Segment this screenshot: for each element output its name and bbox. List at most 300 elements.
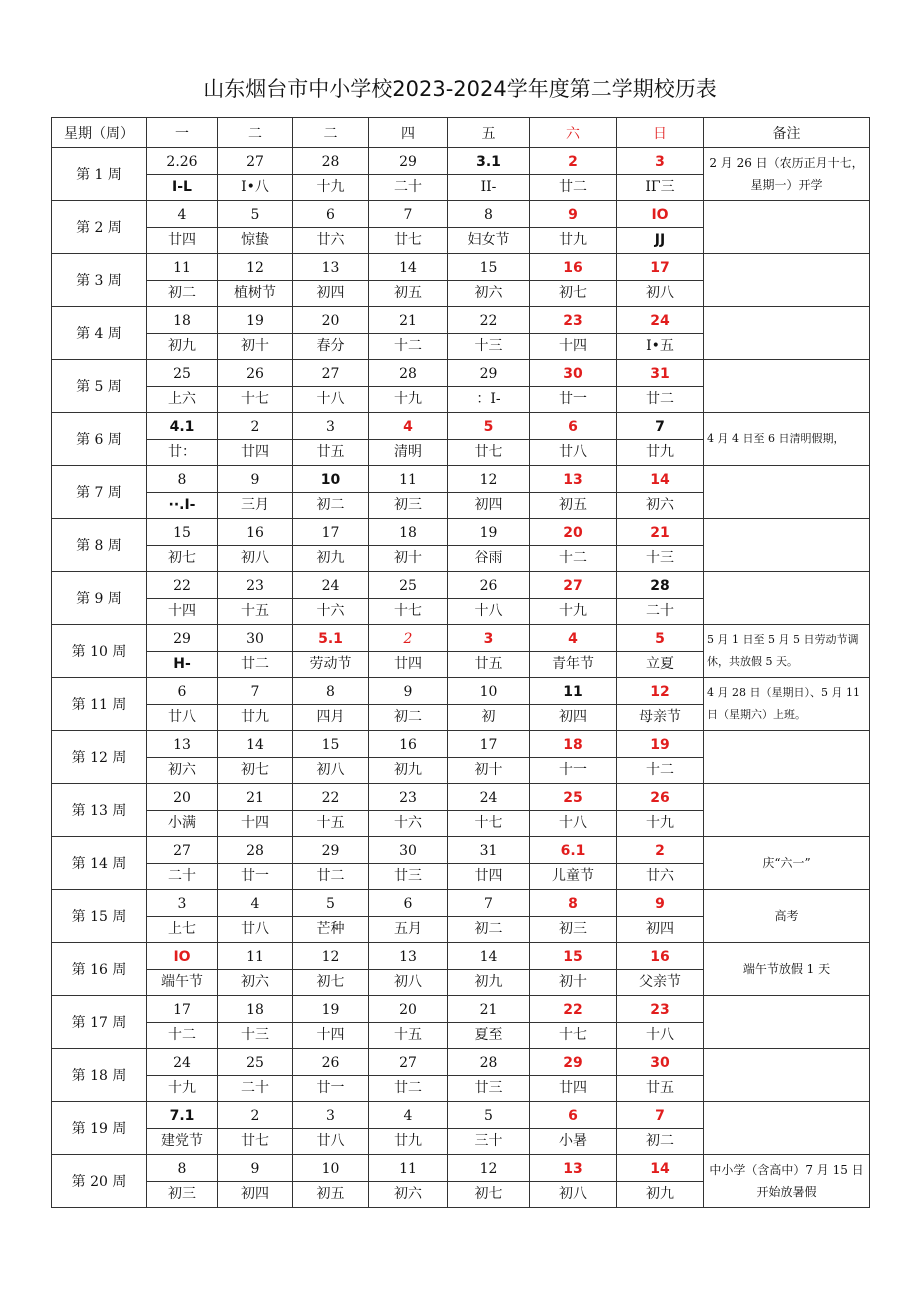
lunar-date: 初八 bbox=[646, 284, 674, 301]
solar-date: 29 bbox=[293, 839, 368, 864]
day-cell-thu bbox=[369, 890, 448, 943]
lunar-date: 十二 bbox=[168, 1026, 196, 1043]
solar-date: 6 bbox=[530, 415, 616, 440]
lunar-date: 初八 bbox=[241, 549, 269, 566]
solar-date: 21 bbox=[617, 521, 703, 546]
lunar-date: 十四 bbox=[316, 1026, 345, 1043]
day-cell-sun bbox=[617, 678, 704, 731]
day-cell-thu bbox=[369, 466, 448, 519]
solar-date: 9 bbox=[530, 203, 616, 228]
lunar-date: 小暑 bbox=[559, 1132, 587, 1149]
day-cell-sun bbox=[617, 519, 704, 572]
solar-date: 25 bbox=[369, 574, 447, 599]
day-cell-sat bbox=[530, 837, 617, 890]
day-cell-wed bbox=[293, 784, 369, 837]
solar-date: 28 bbox=[218, 839, 292, 864]
day-cell-fri bbox=[448, 201, 530, 254]
lunar-date: 廿九 bbox=[241, 708, 269, 725]
solar-date: 4 bbox=[369, 415, 447, 440]
week-row bbox=[52, 784, 870, 837]
day-cell-thu bbox=[369, 996, 448, 1049]
lunar-date: H- bbox=[173, 655, 191, 672]
day-cell-fri bbox=[448, 307, 530, 360]
note-cell bbox=[704, 466, 870, 519]
lunar-date: 母亲节 bbox=[639, 708, 681, 725]
solar-date: 11 bbox=[530, 680, 616, 705]
solar-date: 29 bbox=[530, 1051, 616, 1076]
lunar-date: 廿四 bbox=[241, 443, 269, 460]
day-cell-tue bbox=[218, 784, 293, 837]
day-cell-wed bbox=[293, 996, 369, 1049]
week-row bbox=[52, 1049, 870, 1102]
lunar-date: 初三 bbox=[394, 496, 422, 513]
note-cell bbox=[704, 731, 870, 784]
header-day-tue: 二 bbox=[218, 118, 293, 148]
day-cell-fri bbox=[448, 466, 530, 519]
day-cell-sat bbox=[530, 890, 617, 943]
solar-date: 17 bbox=[147, 998, 217, 1023]
solar-date: 10 bbox=[293, 1157, 368, 1182]
solar-date: 9 bbox=[218, 468, 292, 493]
solar-date: 11 bbox=[369, 1157, 447, 1182]
lunar-date: 廿七 bbox=[394, 231, 422, 248]
solar-date: 7.1 bbox=[147, 1104, 217, 1129]
day-cell-fri bbox=[448, 731, 530, 784]
solar-date: 19 bbox=[448, 521, 529, 546]
solar-date: 21 bbox=[369, 309, 447, 334]
week-row bbox=[52, 466, 870, 519]
solar-date: 20 bbox=[147, 786, 217, 811]
lunar-date: 初十 bbox=[559, 973, 587, 990]
note-cell bbox=[704, 201, 870, 254]
day-cell-sun bbox=[617, 625, 704, 678]
day-cell-tue bbox=[218, 837, 293, 890]
solar-date: 5 bbox=[448, 1104, 529, 1129]
lunar-date: 廿二 bbox=[241, 655, 269, 672]
day-cell-sun bbox=[617, 837, 704, 890]
solar-date: 24 bbox=[147, 1051, 217, 1076]
day-cell-mon bbox=[147, 943, 218, 996]
lunar-date: 十五 bbox=[316, 814, 345, 831]
lunar-date: 初四 bbox=[316, 284, 345, 301]
day-cell-mon bbox=[147, 784, 218, 837]
lunar-date: 谷雨 bbox=[474, 549, 503, 566]
day-cell-wed bbox=[293, 890, 369, 943]
lunar-date: 廿五 bbox=[646, 1079, 674, 1096]
solar-date: 15 bbox=[293, 733, 368, 758]
week-row bbox=[52, 837, 870, 890]
day-cell-tue bbox=[218, 254, 293, 307]
day-cell-sat bbox=[530, 1102, 617, 1155]
lunar-date: 初八 bbox=[559, 1185, 587, 1202]
week-label: 第 18 周 bbox=[52, 1049, 147, 1102]
day-cell-thu bbox=[369, 678, 448, 731]
lunar-date: 十三 bbox=[474, 337, 503, 354]
day-cell-fri bbox=[448, 890, 530, 943]
day-cell-sun bbox=[617, 148, 704, 201]
solar-date: 7 bbox=[369, 203, 447, 228]
day-cell-thu bbox=[369, 625, 448, 678]
day-cell-sun bbox=[617, 1049, 704, 1102]
lunar-date: 初六 bbox=[394, 1185, 422, 1202]
day-cell-sun bbox=[617, 943, 704, 996]
lunar-date: 廿七 bbox=[474, 443, 503, 460]
day-cell-wed bbox=[293, 254, 369, 307]
solar-date: 11 bbox=[369, 468, 447, 493]
day-cell-tue bbox=[218, 572, 293, 625]
solar-date: 8 bbox=[147, 1157, 217, 1182]
solar-date: 4 bbox=[369, 1104, 447, 1129]
lunar-date: 初六 bbox=[646, 496, 674, 513]
lunar-date: 十九 bbox=[646, 814, 674, 831]
day-cell-fri bbox=[448, 254, 530, 307]
day-cell-sat bbox=[530, 466, 617, 519]
lunar-date: 十八 bbox=[646, 1026, 674, 1043]
lunar-date: 廿一 bbox=[559, 390, 587, 407]
day-cell-fri bbox=[448, 148, 530, 201]
solar-date: 24 bbox=[617, 309, 703, 334]
solar-date: 9 bbox=[617, 892, 703, 917]
week-row bbox=[52, 307, 870, 360]
header-day-sun: 日 bbox=[617, 118, 704, 148]
solar-date: 5 bbox=[218, 203, 292, 228]
day-cell-thu bbox=[369, 1102, 448, 1155]
day-cell-sun bbox=[617, 360, 704, 413]
day-cell-thu bbox=[369, 307, 448, 360]
day-cell-sun bbox=[617, 572, 704, 625]
solar-date: 28 bbox=[617, 574, 703, 599]
solar-date: 12 bbox=[448, 468, 529, 493]
week-label: 第 17 周 bbox=[52, 996, 147, 1049]
solar-date: 22 bbox=[147, 574, 217, 599]
lunar-date: 廿七 bbox=[241, 1132, 269, 1149]
lunar-date: 小满 bbox=[168, 814, 196, 831]
solar-date: 5.1 bbox=[293, 627, 368, 652]
solar-date: 27 bbox=[293, 362, 368, 387]
lunar-date: 父亲节 bbox=[639, 973, 681, 990]
solar-date: 4 bbox=[218, 892, 292, 917]
solar-date: 11 bbox=[218, 945, 292, 970]
note-cell: 端午节放假 1 天 bbox=[704, 943, 870, 996]
week-row bbox=[52, 625, 870, 678]
lunar-date: 廿六 bbox=[646, 867, 674, 884]
week-row bbox=[52, 148, 870, 201]
lunar-date: 廿九 bbox=[559, 231, 587, 248]
solar-date: 30 bbox=[530, 362, 616, 387]
lunar-date: 初九 bbox=[474, 973, 503, 990]
lunar-date: 初 bbox=[481, 708, 496, 725]
solar-date: 5 bbox=[293, 892, 368, 917]
day-cell-fri bbox=[448, 1102, 530, 1155]
lunar-date: 初八 bbox=[316, 761, 345, 778]
lunar-date: 廿九 bbox=[394, 1132, 422, 1149]
lunar-date: 廿五 bbox=[316, 443, 345, 460]
day-cell-sun bbox=[617, 201, 704, 254]
school-calendar-table bbox=[51, 117, 870, 1208]
day-cell-wed bbox=[293, 678, 369, 731]
day-cell-mon bbox=[147, 1155, 218, 1208]
header-day-mon: 一 bbox=[147, 118, 218, 148]
solar-date: 3 bbox=[448, 627, 529, 652]
solar-date: 3 bbox=[293, 1104, 368, 1129]
lunar-date: 廿四 bbox=[474, 867, 503, 884]
week-row bbox=[52, 572, 870, 625]
solar-date: 16 bbox=[530, 256, 616, 281]
solar-date: 16 bbox=[617, 945, 703, 970]
day-cell-tue bbox=[218, 360, 293, 413]
day-cell-mon bbox=[147, 1049, 218, 1102]
lunar-date: 初四 bbox=[241, 1185, 269, 1202]
day-cell-mon bbox=[147, 731, 218, 784]
lunar-date: 初五 bbox=[394, 284, 422, 301]
lunar-date: 十二 bbox=[559, 549, 587, 566]
lunar-date: 廿八 bbox=[168, 708, 196, 725]
day-cell-fri bbox=[448, 413, 530, 466]
week-label: 第 13 周 bbox=[52, 784, 147, 837]
lunar-date: 十九 bbox=[394, 390, 422, 407]
day-cell-tue bbox=[218, 519, 293, 572]
solar-date: 5 bbox=[448, 415, 529, 440]
week-row bbox=[52, 1155, 870, 1208]
solar-date: 4.1 bbox=[147, 415, 217, 440]
note-cell: 中小学（含高中）7 月 15 日开始放暑假 bbox=[704, 1155, 870, 1208]
day-cell-wed bbox=[293, 943, 369, 996]
day-cell-mon bbox=[147, 201, 218, 254]
solar-date: 8 bbox=[147, 468, 217, 493]
day-cell-mon bbox=[147, 572, 218, 625]
day-cell-thu bbox=[369, 360, 448, 413]
lunar-date: 初五 bbox=[559, 496, 587, 513]
solar-date: 22 bbox=[293, 786, 368, 811]
solar-date: IO bbox=[147, 945, 217, 970]
solar-date: 14 bbox=[617, 1157, 703, 1182]
day-cell-mon bbox=[147, 254, 218, 307]
solar-date: 7 bbox=[617, 415, 703, 440]
lunar-date: 十八 bbox=[559, 814, 587, 831]
note-cell bbox=[704, 572, 870, 625]
lunar-date: 廿四 bbox=[168, 231, 196, 248]
solar-date: 3 bbox=[617, 150, 703, 175]
day-cell-fri bbox=[448, 837, 530, 890]
solar-date: 9 bbox=[218, 1157, 292, 1182]
day-cell-wed bbox=[293, 1102, 369, 1155]
week-label: 第 5 周 bbox=[52, 360, 147, 413]
lunar-date: I-L bbox=[172, 178, 192, 195]
lunar-date: 初二 bbox=[474, 920, 503, 937]
solar-date: 12 bbox=[218, 256, 292, 281]
solar-date: 19 bbox=[218, 309, 292, 334]
solar-date: 20 bbox=[530, 521, 616, 546]
lunar-date: 初三 bbox=[168, 1185, 196, 1202]
week-row bbox=[52, 360, 870, 413]
solar-date: 30 bbox=[218, 627, 292, 652]
week-row bbox=[52, 943, 870, 996]
solar-date: 10 bbox=[448, 680, 529, 705]
solar-date: 2 bbox=[218, 1104, 292, 1129]
day-cell-sat bbox=[530, 678, 617, 731]
day-cell-sun bbox=[617, 996, 704, 1049]
note-cell: 高考 bbox=[704, 890, 870, 943]
day-cell-fri bbox=[448, 519, 530, 572]
lunar-date: 劳动节 bbox=[309, 655, 352, 672]
lunar-date: 十五 bbox=[394, 1026, 422, 1043]
week-label: 第 12 周 bbox=[52, 731, 147, 784]
day-cell-fri bbox=[448, 625, 530, 678]
day-cell-tue bbox=[218, 996, 293, 1049]
week-label: 第 2 周 bbox=[52, 201, 147, 254]
solar-date: 12 bbox=[617, 680, 703, 705]
lunar-date: 四月 bbox=[316, 708, 345, 725]
lunar-date: 廿二 bbox=[394, 1079, 422, 1096]
day-cell-fri bbox=[448, 996, 530, 1049]
day-cell-thu bbox=[369, 1049, 448, 1102]
solar-date: 6 bbox=[147, 680, 217, 705]
note-cell: 4 月 28 日（星期日）、5 月 11 日（星期六）上班。 bbox=[704, 678, 870, 731]
lunar-date: 初八 bbox=[394, 973, 422, 990]
week-row bbox=[52, 519, 870, 572]
header-day-thu: 四 bbox=[369, 118, 448, 148]
lunar-date: 初二 bbox=[394, 708, 422, 725]
lunar-date: 三十 bbox=[474, 1132, 503, 1149]
lunar-date: 初二 bbox=[316, 496, 345, 513]
note-cell bbox=[704, 1102, 870, 1155]
solar-date: 25 bbox=[530, 786, 616, 811]
lunar-date: 初四 bbox=[559, 708, 587, 725]
day-cell-thu bbox=[369, 784, 448, 837]
day-cell-sun bbox=[617, 890, 704, 943]
solar-date: 13 bbox=[147, 733, 217, 758]
week-label: 第 14 周 bbox=[52, 837, 147, 890]
solar-date: 28 bbox=[293, 150, 368, 175]
day-cell-mon bbox=[147, 678, 218, 731]
solar-date: 14 bbox=[369, 256, 447, 281]
note-cell: 庆“六一” bbox=[704, 837, 870, 890]
lunar-date: 初九 bbox=[646, 1185, 674, 1202]
lunar-date: 十七 bbox=[559, 1026, 587, 1043]
solar-date: 15 bbox=[530, 945, 616, 970]
day-cell-sat bbox=[530, 996, 617, 1049]
day-cell-sat bbox=[530, 307, 617, 360]
lunar-date: 廿二 bbox=[646, 390, 674, 407]
day-cell-thu bbox=[369, 201, 448, 254]
solar-date: 13 bbox=[293, 256, 368, 281]
lunar-date: 二十 bbox=[394, 178, 422, 195]
solar-date: 11 bbox=[147, 256, 217, 281]
day-cell-sat bbox=[530, 148, 617, 201]
day-cell-wed bbox=[293, 1155, 369, 1208]
solar-date: 2 bbox=[218, 415, 292, 440]
solar-date: 24 bbox=[448, 786, 529, 811]
week-row bbox=[52, 731, 870, 784]
day-cell-thu bbox=[369, 254, 448, 307]
day-cell-tue bbox=[218, 1049, 293, 1102]
day-cell-tue bbox=[218, 148, 293, 201]
lunar-date: 十三 bbox=[241, 1026, 269, 1043]
day-cell-tue bbox=[218, 890, 293, 943]
solar-date: 6 bbox=[530, 1104, 616, 1129]
lunar-date: 青年节 bbox=[552, 655, 594, 672]
lunar-date: 初六 bbox=[241, 973, 269, 990]
lunar-date: 二十 bbox=[241, 1079, 269, 1096]
solar-date: 27 bbox=[147, 839, 217, 864]
day-cell-tue bbox=[218, 1102, 293, 1155]
lunar-date: IΓ三 bbox=[645, 178, 675, 195]
week-label: 第 11 周 bbox=[52, 678, 147, 731]
note-cell bbox=[704, 1049, 870, 1102]
solar-date: 27 bbox=[369, 1051, 447, 1076]
lunar-date: I•八 bbox=[241, 178, 269, 195]
week-label: 第 16 周 bbox=[52, 943, 147, 996]
solar-date: 17 bbox=[617, 256, 703, 281]
lunar-date: JJ bbox=[654, 231, 666, 248]
solar-date: 29 bbox=[369, 150, 447, 175]
day-cell-thu bbox=[369, 148, 448, 201]
note-cell bbox=[704, 307, 870, 360]
lunar-date: 廿八 bbox=[241, 920, 269, 937]
day-cell-mon bbox=[147, 360, 218, 413]
day-cell-mon bbox=[147, 466, 218, 519]
solar-date: 14 bbox=[448, 945, 529, 970]
day-cell-wed bbox=[293, 572, 369, 625]
solar-date: 20 bbox=[369, 998, 447, 1023]
solar-date: 6.1 bbox=[530, 839, 616, 864]
lunar-date: 上六 bbox=[168, 390, 196, 407]
week-row bbox=[52, 996, 870, 1049]
week-label: 第 1 周 bbox=[52, 148, 147, 201]
week-label: 第 6 周 bbox=[52, 413, 147, 466]
lunar-date: 建党节 bbox=[161, 1132, 203, 1149]
lunar-date: 初九 bbox=[316, 549, 345, 566]
day-cell-mon bbox=[147, 307, 218, 360]
lunar-date: 五月 bbox=[394, 920, 422, 937]
solar-date: 28 bbox=[369, 362, 447, 387]
lunar-date: 廿一 bbox=[316, 1079, 345, 1096]
day-cell-mon bbox=[147, 837, 218, 890]
solar-date: 17 bbox=[448, 733, 529, 758]
week-label: 第 4 周 bbox=[52, 307, 147, 360]
lunar-date: 廿八 bbox=[316, 1132, 345, 1149]
note-cell: 5 月 1 日至 5 月 5 日劳动节调休，共放假 5 天。 bbox=[704, 625, 870, 678]
day-cell-thu bbox=[369, 1155, 448, 1208]
day-cell-sat bbox=[530, 360, 617, 413]
lunar-date: 廿四 bbox=[559, 1079, 587, 1096]
solar-date: 18 bbox=[530, 733, 616, 758]
lunar-date: 芒种 bbox=[316, 920, 345, 937]
solar-date: 14 bbox=[218, 733, 292, 758]
week-label: 第 19 周 bbox=[52, 1102, 147, 1155]
solar-date: 4 bbox=[147, 203, 217, 228]
lunar-date: 三月 bbox=[241, 496, 269, 513]
note-cell: 2 月 26 日（农历正月十七，星期一）开学 bbox=[704, 148, 870, 201]
note-cell bbox=[704, 996, 870, 1049]
day-cell-thu bbox=[369, 731, 448, 784]
solar-date: 26 bbox=[293, 1051, 368, 1076]
day-cell-sun bbox=[617, 784, 704, 837]
day-cell-tue bbox=[218, 731, 293, 784]
day-cell-mon bbox=[147, 996, 218, 1049]
solar-date: 23 bbox=[617, 998, 703, 1023]
lunar-date: 十一 bbox=[559, 761, 587, 778]
day-cell-wed bbox=[293, 731, 369, 784]
day-cell-sat bbox=[530, 943, 617, 996]
day-cell-mon bbox=[147, 148, 218, 201]
lunar-date: 初六 bbox=[168, 761, 196, 778]
lunar-date: 十四 bbox=[559, 337, 587, 354]
solar-date: 8 bbox=[448, 203, 529, 228]
note-cell bbox=[704, 360, 870, 413]
day-cell-tue bbox=[218, 307, 293, 360]
day-cell-wed bbox=[293, 466, 369, 519]
